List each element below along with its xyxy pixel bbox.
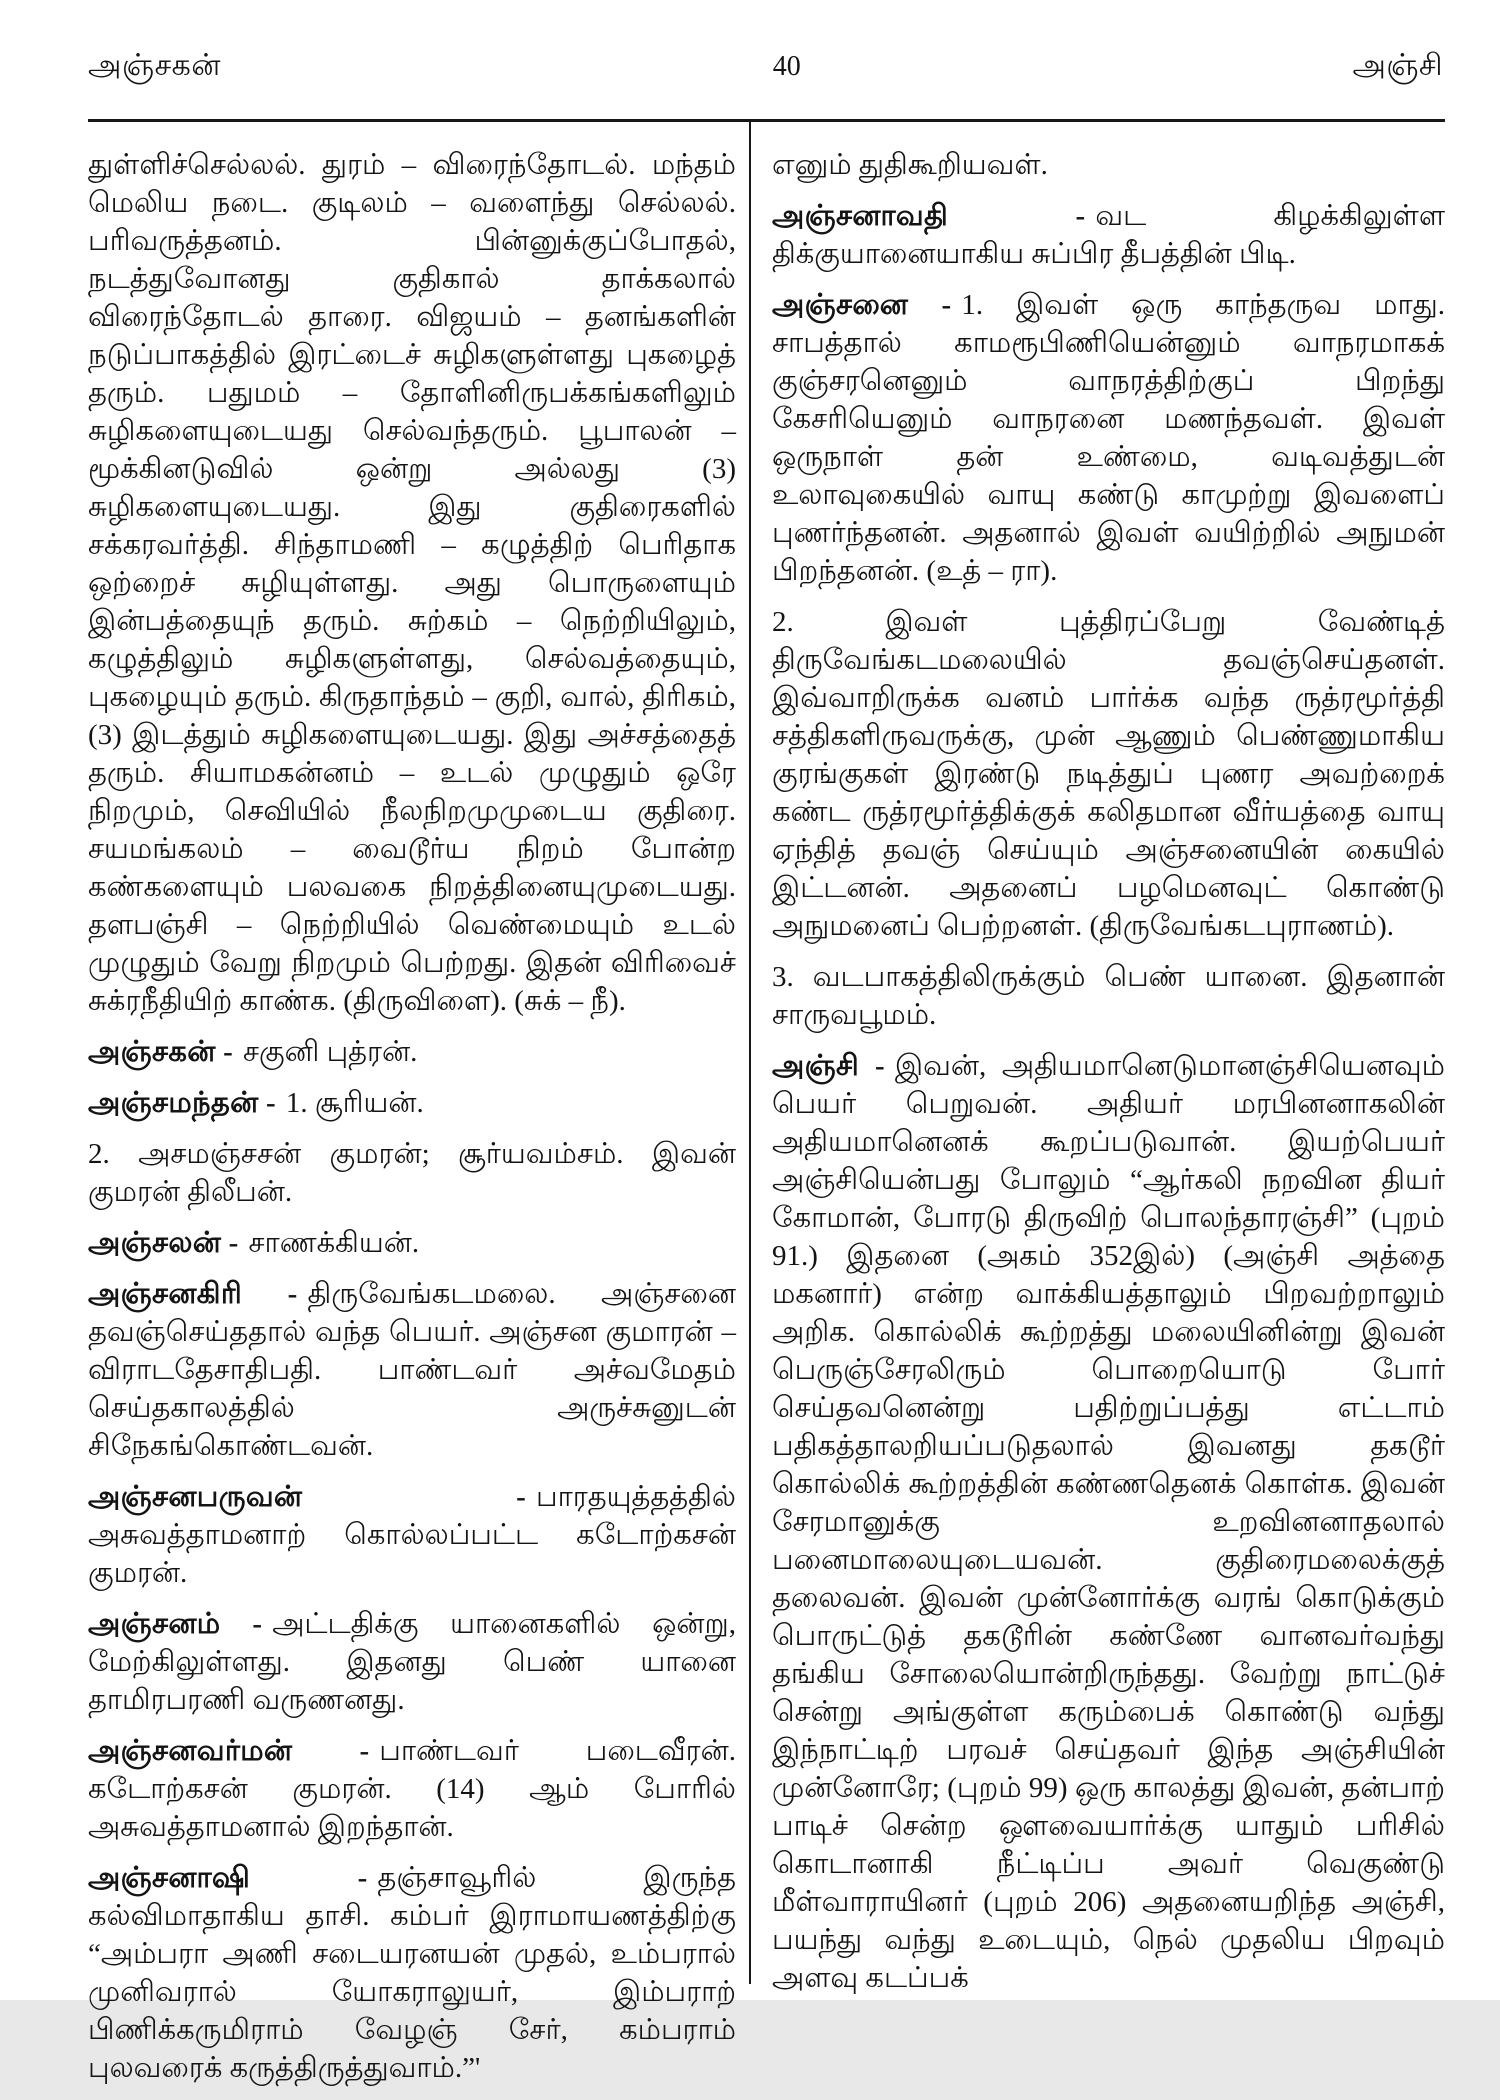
- dictionary-entry: [88, 1224, 736, 1262]
- entry-headword: அஞ்சி -: [772, 1050, 885, 1082]
- entry-text: 2. இவள் புத்திரப்பேறு வேண்டித் திருவேங்கடமலையில் தவஞ்செய்தனள். இவ்வாறிருக்க வனம் பார்க்க வந்த ருத்ரமூர்த்தி சத்திகளிருவருக்கு, முன் ஆணும் பெண்ணுமாகிய குரங்குகள் இரண்டு நடித்துப் புணர அவற்றைக் கண்ட ருத்ரமூர்த்திக்குக் கலிதமான வீர்யத்தை வாயு ஏந்தித் தவஞ் செய்யும் அஞ்சனையின் கையில் இட்டனன். அதனைப் பழமெனவுட் கொண்டு அநுமனைப் பெற்றனள். (திருவேங்கடபுராணம்).: [772, 606, 1445, 942]
- dictionary-entry: [88, 1859, 736, 2087]
- entry-headword: அஞ்சனாவதி -: [772, 200, 1086, 232]
- entry-sense-paragraph: [88, 1135, 736, 1211]
- entry-text: திருவேங்கடமலை. அஞ்சனை தவஞ்செய்ததால் வந்த பெயர். அஞ்சன குமாரன் – விராடதேசாதிபதி. பாண்டவர் அச்வமேதம் செய்தகாலத்தில் அருச்சுனுடன் சிநேகங்கொண்டவன்.: [88, 1278, 736, 1462]
- column-divider-rule: [749, 122, 751, 1984]
- entry-text: 3. வடபாகத்திலிருக்கும் பெண் யானை. இதனான் சாருவபூமம்.: [772, 961, 1445, 1031]
- entry-text: எனும் துதிகூறியவள்.: [772, 149, 1048, 181]
- entry-headword: அஞ்சமந்தன் -: [88, 1087, 276, 1119]
- entry-text: துள்ளிச்செல்லல். துரம் – விரைந்தோடல். மந்தம் மெலிய நடை. குடிலம் – வளைந்து செல்லல். பரிவருத்தனம். பின்னுக்குப்போதல், நடத்துவோனது குதிகால் தாக்கலால் விரைந்தோடல் தாரை. விஜயம் – தனங்களின் நடுப்பாகத்தில் இரட்டைச் சுழிகளுள்ளது புகழைத் தரும். பதுமம் – தோளினிருபக்கங்களிலும் சுழிகளையுடையது செல்வந்தரும். பூபாலன் – மூக்கினடுவில் ஒன்று அல்லது (3) சுழிகளையுடையது. இது குதிரைகளில் சக்கரவர்த்தி. சிந்தாமணி – கழுத்திற் பெரிதாக ஒற்றைச் சுழியுள்ளது. அது பொருளையும் இன்பத்தையுந் தரும். சுற்கம் – நெற்றியிலும், கழுத்திலும் சுழிகளுள்ளது, செல்வத்தையும், புகழையும் தரும். கிருதாந்தம் – குறி, வால், திரிகம், (3) இடத்தும் சுழிகளையுடையது. இது அச்சத்தைத் தரும். சியாமகன்னம் – உடல் முழுதும் ஒரே நிறமும், செவியில் நீலநிறமுமுடைய குதிரை. சயமங்கலம் – வைடூர்ய நிறம் போன்ற கண்களையும் பலவகை நிறத்தினையுமுடையது. தளபஞ்சி – நெற்றியில் வெண்மையும் உடல் முழுதும் வேறு நிறமும் பெற்றது. இதன் விரிவைச் சுக்ரநீதியிற் காண்க. (திருவிளை). (சுக் – நீ).: [88, 149, 736, 1017]
- dictionary-entry: [772, 1047, 1445, 1997]
- dictionary-entry: [88, 1478, 736, 1592]
- entry-text: அட்டதிக்கு யானைகளில் ஒன்று, மேற்கிலுள்ளது. இதனது பெண் யானை தாமிரபரணி வருணனது.: [88, 1608, 736, 1716]
- continuation-paragraph: [772, 146, 1445, 184]
- entry-headword: அஞ்சனவர்மன் -: [88, 1735, 370, 1767]
- entry-headword: அஞ்சலன் -: [88, 1227, 239, 1259]
- entry-text: 2. அசமஞ்சசன் குமரன்; சூர்யவம்சம். இவன் குமரன் திலீபன்.: [88, 1138, 736, 1208]
- entry-text: இவன், அதியமானெடுமானஞ்சியெனவும் பெயர் பெறுவன். அதியர் மரபினனாகலின் அதியமானெனக் கூறப்படுவான். இயற்பெயர் அஞ்சியென்பது போலும் “ஆர்கலி நறவின தியர் கோமான், போரடு திருவிற் பொலந்தாரஞ்சி” (புறம் 91.) இதனை (அகம் 352இல்) (அஞ்சி அத்தை மகனார்) என்ற வாக்கியத்தாலும் பிறவற்றாலும் அறிக. கொல்லிக் கூற்றத்து மலையினின்று இவன் பெருஞ்சேரலிரும் பொறையொடு போர் செய்தவனென்று பதிற்றுப்பத்து எட்டாம் பதிகத்தாலறியப்படுதலால் இவனது தகடூர் கொல்லிக் கூற்றத்தின் கண்ணதெனக் கொள்க. இவன் சேரமானுக்கு உறவினனாதலால் பனைமாலையுடையவன். குதிரைமலைக்குத் தலைவன். இவன் முன்னோர்க்கு வரங் கொடுக்கும் பொருட்டுத் தகடூரின் கண்ணே வானவர்வந்து தங்கிய சோலையொன்றிருந்தது. வேற்று நாட்டுச் சென்று அங்குள்ள கரும்பைக் கொண்டு வந்து இந்நாட்டிற் பரவச் செய்தவர் இந்த அஞ்சியின் முன்னோரே; (புறம் 99) ஒரு காலத்து இவன், தன்பாற் பாடிச் சென்ற ஔவையார்க்கு யாதும் பரிசில் கொடானாகி நீட்டிப்ப அவர் வெகுண்டு மீள்வாராயினர் (புறம் 206) அதனையறிந்த அஞ்சி, பயந்து வந்து உடையும், நெல் முதலிய பிறவும் அளவு கடப்பக்: [772, 1050, 1445, 1994]
- entry-headword: அஞ்சகன் -: [88, 1036, 234, 1068]
- entry-text: வட கிழக்கிலுள்ள திக்குயானையாகிய சுப்பிர தீபத்தின் பிடி.: [772, 200, 1445, 270]
- entry-headword: அஞ்சனை -: [772, 289, 952, 321]
- dictionary-entry: [88, 1275, 736, 1465]
- dictionary-entry: [88, 1084, 736, 1122]
- dictionary-entry: [88, 1033, 736, 1071]
- entry-headword: அஞ்சனபருவன் -: [88, 1481, 527, 1513]
- header-rule: [88, 119, 1445, 122]
- page-number: 40: [772, 51, 801, 82]
- entry-text: பாண்டவர் படைவீரன். கடோற்கசன் குமரன். (14) ஆம் போரில் அசுவத்தாமனால் இறந்தான்.: [88, 1735, 736, 1843]
- running-head-left-word: அஞ்சகன்: [88, 49, 221, 82]
- entry-text: 1. சூரியன்.: [285, 1087, 424, 1119]
- entry-sense-paragraph: [772, 603, 1445, 945]
- left-column: [88, 146, 736, 2100]
- dictionary-entry: [772, 197, 1445, 273]
- entry-headword: அஞ்சனம் -: [88, 1608, 263, 1640]
- entry-text: 1. இவள் ஒரு காந்தருவ மாது. சாபத்தால் காமரூபிணியென்னும் வாநரமாகக் குஞ்சரனெனும் வாநரத்திற்குப் பிறந்து கேசரியெனும் வாநரனை மணந்தவள். இவள் ஒருநாள் தன் உண்மை, வடிவத்துடன் உலாவுகையில் வாயு கண்டு காமுற்று இவளைப் புணர்ந்தனன். அதனால் இவள் வயிற்றில் அநுமன் பிறந்தனன். (உத் – ரா).: [772, 289, 1445, 587]
- right-column: [772, 146, 1445, 2010]
- continuation-paragraph: [88, 146, 736, 1020]
- entry-headword: அஞ்சனாஷி -: [88, 1862, 368, 1894]
- entry-sense-paragraph: [772, 958, 1445, 1034]
- entry-text: சகுனி புத்ரன்.: [242, 1036, 418, 1068]
- entry-headword: அஞ்சனகிரி -: [88, 1278, 298, 1310]
- dictionary-entry: [88, 1732, 736, 1846]
- entry-text: பாரதயுத்தத்தில் அசுவத்தாமனாற் கொல்லப்பட்ட கடோற்கசன் குமரன்.: [88, 1481, 736, 1589]
- running-head: [88, 48, 1443, 85]
- running-head-right-word: அஞ்சி: [1352, 49, 1443, 82]
- entry-text: தஞ்சாவூரில் இருந்த கல்விமாதாகிய தாசி. கம்பர் இராமாயணத்திற்கு “அம்பரா அணி சடையரனயன் முதல், உம்பரால் முனிவரால் யோகராலுயர், இம்பராற் பிணிக்கருமிராம் வேழஞ் சேர், கம்பராம் புலவரைக் கருத்திருத்துவாம்.”': [88, 1862, 737, 2084]
- dictionary-entry: [88, 1605, 736, 1719]
- dictionary-entry: [772, 286, 1445, 590]
- entry-text: சாணக்கியன்.: [248, 1227, 420, 1259]
